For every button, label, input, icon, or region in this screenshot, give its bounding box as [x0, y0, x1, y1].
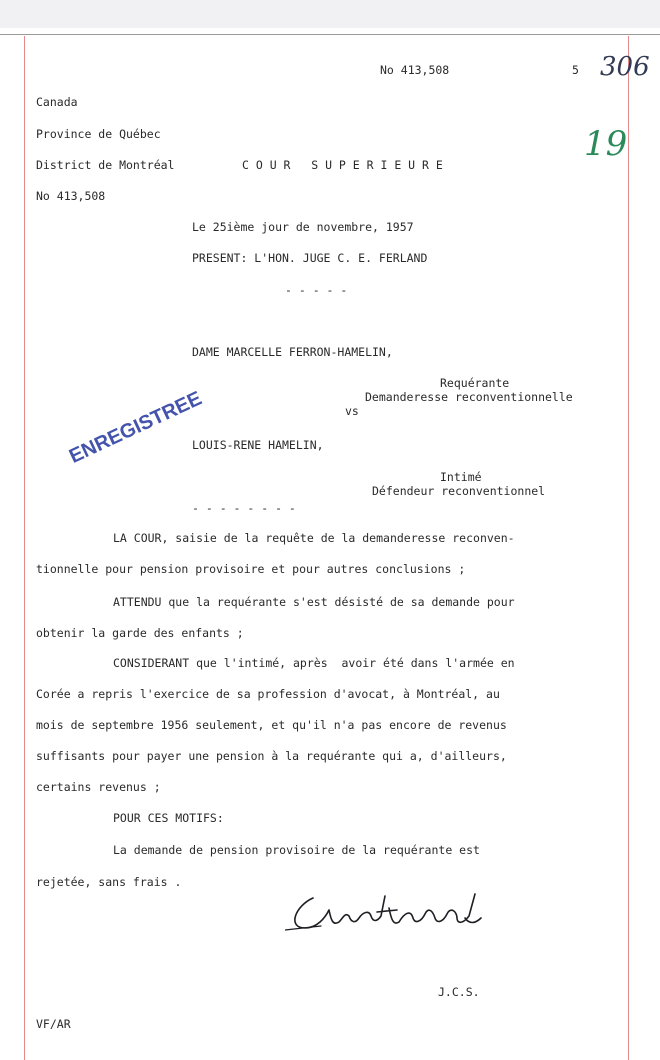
body-line-2: tionnelle pour pension provisoire et pour autres conclusions ;	[36, 562, 466, 576]
header-district: District de Montréal	[36, 158, 175, 172]
body-line-12: rejetée, sans frais .	[36, 875, 182, 889]
present-line: PRESENT: L'HON. JUGE C. E. FERLAND	[192, 251, 428, 265]
enregistree-stamp: ENREGISTREE	[66, 387, 206, 468]
body-line-7: mois de septembre 1956 seulement, et qu'il n'a pas encore de revenus	[36, 718, 507, 732]
applicant-role-requerante: Requérante	[440, 376, 510, 390]
applicant-role-demanderesse: Demanderesse reconventionnelle	[365, 390, 573, 404]
page-number: 5	[572, 63, 579, 77]
applicant-name: DAME MARCELLE FERRON-HAMELIN,	[192, 345, 393, 359]
body-line-3: ATTENDU que la requérante s'est désisté de sa demande pour	[113, 595, 515, 609]
date-line: Le 25ième jour de novembre, 1957	[192, 220, 414, 234]
handwritten-number-306: 306	[600, 52, 650, 82]
right-margin-line	[628, 36, 629, 1060]
header-province: Province de Québec	[36, 127, 161, 141]
separator-2: - - - - - - - -	[192, 501, 296, 515]
versus: vs	[345, 404, 359, 418]
separator-1: - - - - -	[285, 283, 348, 297]
body-line-11: La demande de pension provisoire de la requérante est	[113, 843, 480, 857]
respondent-name: LOUIS-RENE HAMELIN,	[192, 438, 324, 452]
window-top-bar	[0, 0, 660, 28]
court-name: C O U R S U P E R I E U R E	[242, 158, 443, 172]
file-number-top: No 413,508	[380, 63, 450, 77]
initials: VF/AR	[36, 1017, 71, 1031]
respondent-role-defendeur: Défendeur reconventionnel	[372, 484, 546, 498]
handwritten-number-19: 19	[584, 124, 628, 164]
body-line-4: obtenir la garde des enfants ;	[36, 626, 244, 640]
body-line-6: Corée a repris l'exercice de sa profession d'avocat, à Montréal, au	[36, 687, 500, 701]
jcs-title: J.C.S.	[438, 985, 480, 999]
body-line-5: CONSIDERANT que l'intimé, après avoir été dans l'armée en	[113, 656, 515, 670]
respondent-role-intime: Intimé	[440, 470, 482, 484]
judge-signature	[285, 888, 495, 938]
motifs-heading: POUR CES MOTIFS:	[113, 811, 224, 825]
body-line-9: certains revenus ;	[36, 780, 161, 794]
body-line-1: LA COUR, saisie de la requête de la demanderesse reconven-	[113, 531, 515, 545]
header-file-number: No 413,508	[36, 189, 106, 203]
body-line-8: suffisants pour payer une pension à la requérante qui a, d'ailleurs,	[36, 749, 507, 763]
left-margin-line	[24, 36, 25, 1060]
header-country: Canada	[36, 95, 78, 109]
page-top-edge	[0, 34, 660, 35]
